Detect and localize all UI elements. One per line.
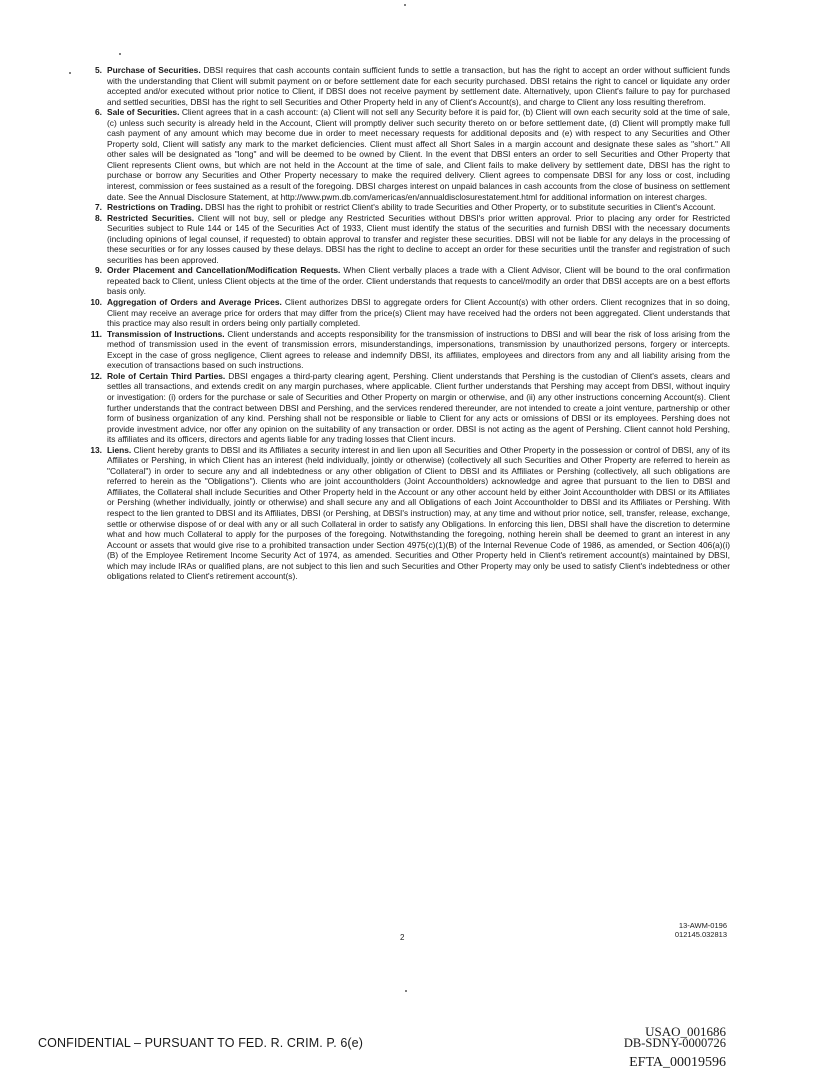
- clause-title: Liens.: [107, 444, 132, 455]
- clause-title: Restrictions on Trading.: [107, 202, 203, 213]
- clause-number: 6.: [95, 107, 102, 118]
- clause-number: 5.: [95, 65, 102, 75]
- clause-7: [82, 202, 730, 213]
- document-code: [675, 921, 727, 939]
- clause-text: When Client verbally places a trade with a Client Advisor, Client will be bound to the oral confirmation repeated back to Client, unless Client objects at the time of the order. Client understands that requests to cancel/modify an order that DBSI accepts are on a best efforts basis only.: [107, 265, 730, 297]
- clause-title: Sale of Securities.: [107, 107, 180, 118]
- clause-number: 11.: [90, 328, 102, 339]
- clause-text: Client authorizes DBSI to aggregate orders for Client Account(s) with other orders. Client recognizes that in so doing, Client may receive an average price for orders that may differ from the price(s) Client may have received had the orders not been aggregated. Client understands that this practice may also result in orders being only partially completed.: [107, 297, 730, 329]
- clause-title: Restricted Securities.: [107, 212, 195, 223]
- scan-speck: [69, 72, 71, 74]
- clause-title: Role of Certain Third Parties.: [107, 370, 226, 381]
- clause-text: Client agrees that in a cash account: (a) Client will not sell any Security before it is paid for, (b) Client will own each security sold at the time of sale, (c) unless such security is already held in the Account, Client will promptly deliver such security thereto on or before settlement date, (d) Client will promptly make full cash payment of any amount which may become due in order to meet necessary requests for additional deposits and (e) with respect to any Securities and Other Property sold, Client will satisfy any mark to the market deficiencies. Client must affect all Short Sales in a margin account and designate these sales as "short." All other sales will be designated as "long" and will be deemed to be owned by Client. In the event that DBSI enters an order to sell Securities and Other Property that Client represents Client owns, but which are not held in the Account at the time of sale, and Client fails to make delivery by settlement date, DBSI has the right to purchase or borrow any Securities and Other Property necessary to make the required delivery. Client agrees to compensate DBSI for any loss or cost, including interest, commission or fees sustained as a result of the foregoing. DBSI charges interest on unpaid balances in cash accounts from the close of business on settlement date. See the Annual Disclosure Statement, at http://www.pwm.db.com/americas/en/annualdisclosurestatement.html for additional information on interest charges.: [107, 107, 730, 202]
- clause-9: [82, 265, 730, 297]
- clause-number: 13.: [90, 444, 102, 455]
- scan-speck: [404, 4, 406, 6]
- document-code-line-2: 012145.032813: [674, 930, 727, 939]
- bates-stamp-usao: USAO_001686: [645, 1024, 726, 1039]
- clause-text: Client understands and accepts responsibility for the transmission of instructions to DBSI and will bear the risk of loss arising from the method of transmission used in the event of transmission errors, misunderstandings, impersonations, transmission by unauthorized persons, forgery or intercepts. Except in the case of gross negligence, Client agrees to release and indemnify DBSI, its affiliates, employees and directors from any and all liability arising from the execution of transactions based on such instructions.: [107, 328, 730, 371]
- clause-10: [82, 297, 730, 329]
- clause-text: Client hereby grants to DBSI and its Affiliates a security interest in and lien upon all Securities and Other Property in the possession or control of DBSI, any of its Affiliates or Pershing, in which Client has an interest (held individually, jointly or otherwise) (collectively all such Securities and Other Property are referred to herein as "Collateral") in order to secure any and all indebtedness or any other obligation of Client to DBSI and its Affiliates or Pershing (collectively, all such obligations are referred to herein as the "Obligations"). Clients who are joint accountholders (Joint Accountholders) acknowledge and agree that pursuant to the lien to DBSI and Affiliates, the Collateral shall include Securities and Other Property held in the Account or any other account held by either Joint Accountholder with DBSI or its Affiliates or Pershing (whether individually, jointly or otherwise) and shall secure any and all Obligations of each Joint Accountholder to DBSI and its Affiliates or Pershing. With respect to the lien granted to DBSI and its Affiliates, DBSI (or Pershing, at DBSI's instruction) may, at any time and without prior notice, sell, transfer, release, exchange, settle or otherwise dispose of or deal with any or all such Collateral in order to satisfy any Obligations. In enforcing this lien, DBSI shall have the discretion to determine what and how much Collateral to apply for the purposes of the foregoing. Notwithstanding the foregoing, nothing herein shall be deemed to grant an interest in any Account or assets that would give rise to a prohibited transaction under Section 4975(c)(1)(B) of the Internal Revenue Code of 1986, as amended, or Section 406(a)(i)(B) of the Employee Retirement Income Security Act of 1974, as amended. Securities and Other Property held in Client's retirement account(s) maintained by DBSI, which may include IRAs or qualified plans, are not subject to this lien and such Securities and Other Property may only be used to satisfy Client's indebtedness or other obligations related to Client's retirement account(s).: [107, 444, 730, 582]
- clause-title: Purchase of Securities.: [107, 65, 201, 75]
- page-number: 2: [400, 933, 405, 942]
- clause-title: Aggregation of Orders and Average Prices.: [107, 297, 282, 308]
- clause-text: Client will not buy, sell or pledge any Restricted Securities without DBSI's prior written approval. Prior to placing any order for Restricted Securities subject to Rule 144 or 145 of the Securities Act of 1933, Client must identify the status of the securities and furnish DBSI with the necessary documents (including opinions of legal counsel, if requested) to obtain approval to transfer and register these securities. DBSI will not be liable for any delays in the processing of these securities or for any losses caused by these delays. DBSI has the right to decline to accept an order for these securities until the transfer and registration of such securities has been approved.: [107, 212, 731, 265]
- clause-8: [82, 213, 730, 266]
- clause-number: 9.: [95, 265, 102, 276]
- bates-stamp-db: DB-SDNY-0000726: [623, 1036, 726, 1050]
- clause-number: 7.: [95, 202, 102, 213]
- clause-number: 12.: [90, 370, 102, 381]
- scan-speck: [119, 53, 121, 55]
- clause-number: 8.: [95, 212, 102, 223]
- clause-title: Order Placement and Cancellation/Modification Requests.: [107, 265, 341, 276]
- confidentiality-notice: CONFIDENTIAL – PURSUANT TO FED. R. CRIM. P. 6(e): [38, 1036, 363, 1050]
- bates-stamp-efta: EFTA_00019596: [629, 1055, 726, 1070]
- clause-13: [82, 445, 730, 582]
- terms-list: [82, 65, 730, 582]
- clause-5: [82, 65, 730, 107]
- clause-title: Transmission of Instructions.: [107, 328, 225, 339]
- clause-text: DBSI has the right to prohibit or restrict Client's ability to trade Securities and Other Property, or to substitute securities in Client's Account.: [202, 202, 716, 213]
- clause-12: [82, 371, 730, 445]
- clause-number: 10.: [90, 297, 102, 308]
- clause-text: DBSI engages a third-party clearing agent, Pershing. Client understands that Pershing is the custodian of Client's assets, clears and settles all transactions, and extends credit on any margin purchases, where applicable. Client further understands that Pershing may accept from DBSI, without inquiry or investigation: (i) orders for the purchase or sale of Securities and Other Property on margin or otherwise, and (ii) any other instructions concerning Account(s). Client further understands that the contract between DBSI and Pershing, and the services rendered thereunder, are not intended to create a joint venture, partnership or other form of business organization of any kind. Pershing shall not be responsible or liable to Client for any acts or omissions of DBSI or its employees. Pershing does not provide investment advice, nor offer any opinion on the suitability of any transaction or order. DBSI is not acting as the agent of Pershing. Client cannot hold Pershing, its affiliates and its officers, directors and agents liable for any trading losses that Client incurs.: [107, 370, 730, 445]
- clause-6: [82, 107, 730, 202]
- clause-11: [82, 329, 730, 371]
- document-code-line-1: 13-AWM-0196: [678, 921, 727, 930]
- clause-text: DBSI requires that cash accounts contain sufficient funds to settle a transaction, but has the right to accept an order without sufficient funds with the understanding that Client will submit payment on or before settlement date for each security purchased. DBSI retains the right to cancel or liquidate any order accepted and/or executed without prior notice to Client, if DBSI does not receive payment by settlement date. Alternatively, upon Client's failure to pay for purchased and settled securities, DBSI has the right to sell Securities and Other Property held in any of Client's Account(s), and charge to Client any loss resulting therefrom.: [107, 65, 730, 107]
- scan-speck: [405, 990, 407, 992]
